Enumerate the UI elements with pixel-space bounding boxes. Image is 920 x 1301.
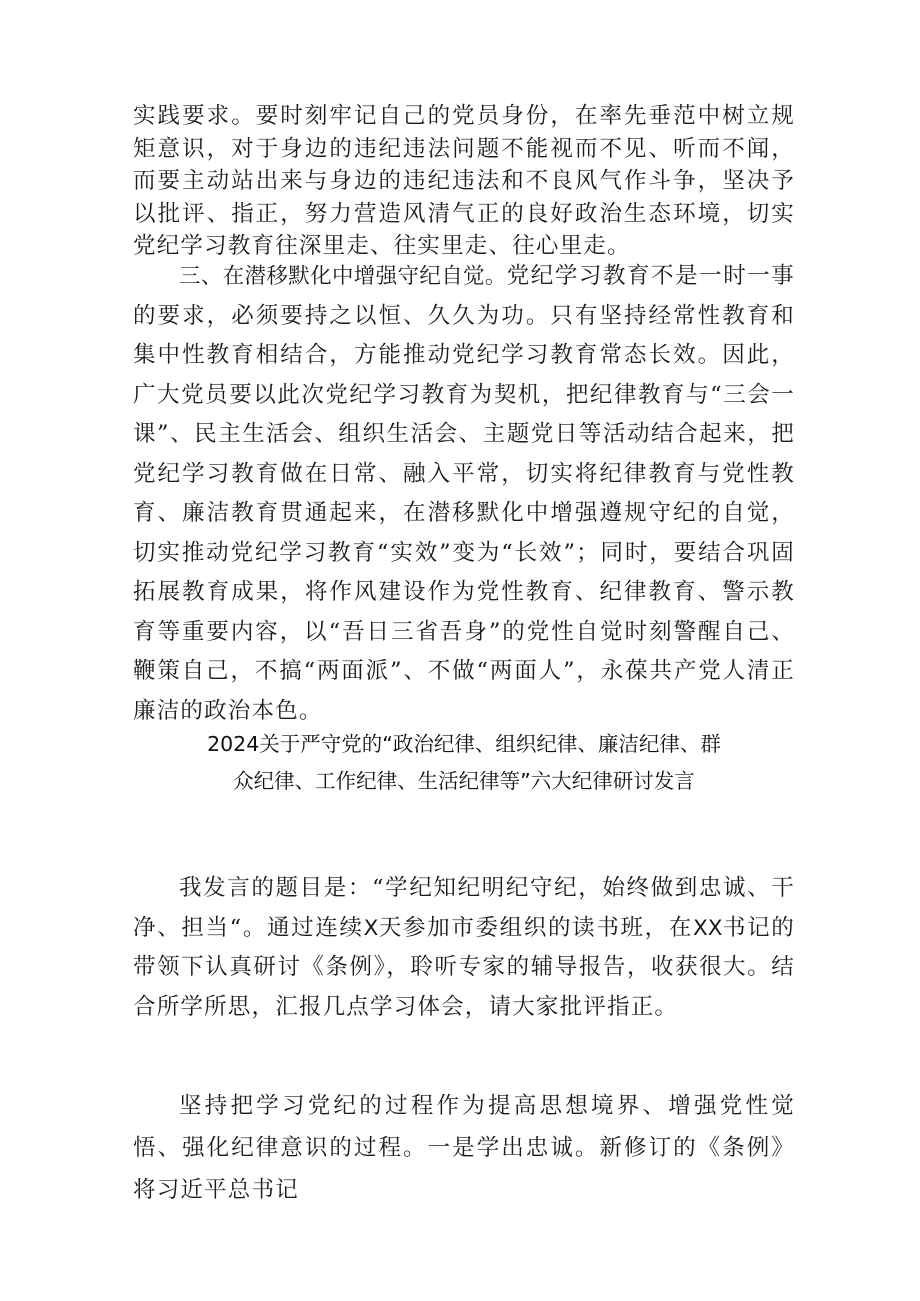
placeholder-days: X (363, 915, 379, 941)
section-three-heading: 三、在潜移默化中增强守纪自觉。 (179, 264, 507, 289)
intro-text-c: 书记的带领下认真研讨《条例》，聆听专家的辅导报告，收获很大。结合所学所思，汇报几点学习体会，请大家批评指正。 (133, 914, 795, 1020)
intro-text-a: 我发言的题目是：“学纪知纪明纪守纪，始终做到忠诚、干净、担当“。通过连续 (133, 875, 795, 941)
intro-paragraph (133, 869, 795, 1027)
placeholder-name: XX (693, 915, 723, 941)
article-title-line-1: 2024关于严守党的“政治纪律、组织纪律、廉洁纪律、群 (207, 732, 721, 756)
intro-text-b: 天参加市委组织的读书班，在 (378, 914, 694, 941)
section-three-paragraph (133, 257, 795, 731)
article-title-line-2: 众纪律、工作纪律、生活纪律等”六大纪律研讨发言 (233, 769, 695, 793)
section-three-body: 党纪学习教育不是一时一事的要求，必须要持之以恒、久久为功。只有坚持经常性教育和集中性教育相结合，方能推动党纪学习教育常态长效。因此，广大党员要以此次党纪学习教育为契机，把纪律教育与“三会一课”、民主生活会、组织生活会、主题党日等活动结合起来，把党纪学习教育做在日常、融入平常，切实将纪律教育与党性教育、廉洁教育贯通起来，在潜移默化中增强遵规守纪的自觉，切实推动党纪学习教育“实效”变为“长效”；同时，要结合巩固拓展教育成果，将作风建设作为党性教育、纪律教育、警示教育等重要内容，以“吾日三省吾身”的党性自觉时刻警醒自己、鞭策自己，不搞“两面派”、不做“两面人”，永葆共产党人清正廉洁的政治本色。 (133, 263, 795, 724)
body-paragraph-last: 坚持把学习党纪的过程作为提高思想境界、增强党性觉悟、强化纪律意识的过程。一是学出忠诚。新修订的《条例》将习近平总书记 (133, 1093, 795, 1203)
body-paragraph: 实践要求。要时刻牢记自己的党员身份，在率先垂范中树立规矩意识，对于身边的违纪违法问题不能视而不见、听而不闻，而要主动站出来与身边的违纪违法和不良风气作斗争，坚决予以批评、指正，努力营造风清气正的良好政治生态环境，切实党纪学习教育往深里走、往实里走、往心里走。 (133, 103, 795, 259)
